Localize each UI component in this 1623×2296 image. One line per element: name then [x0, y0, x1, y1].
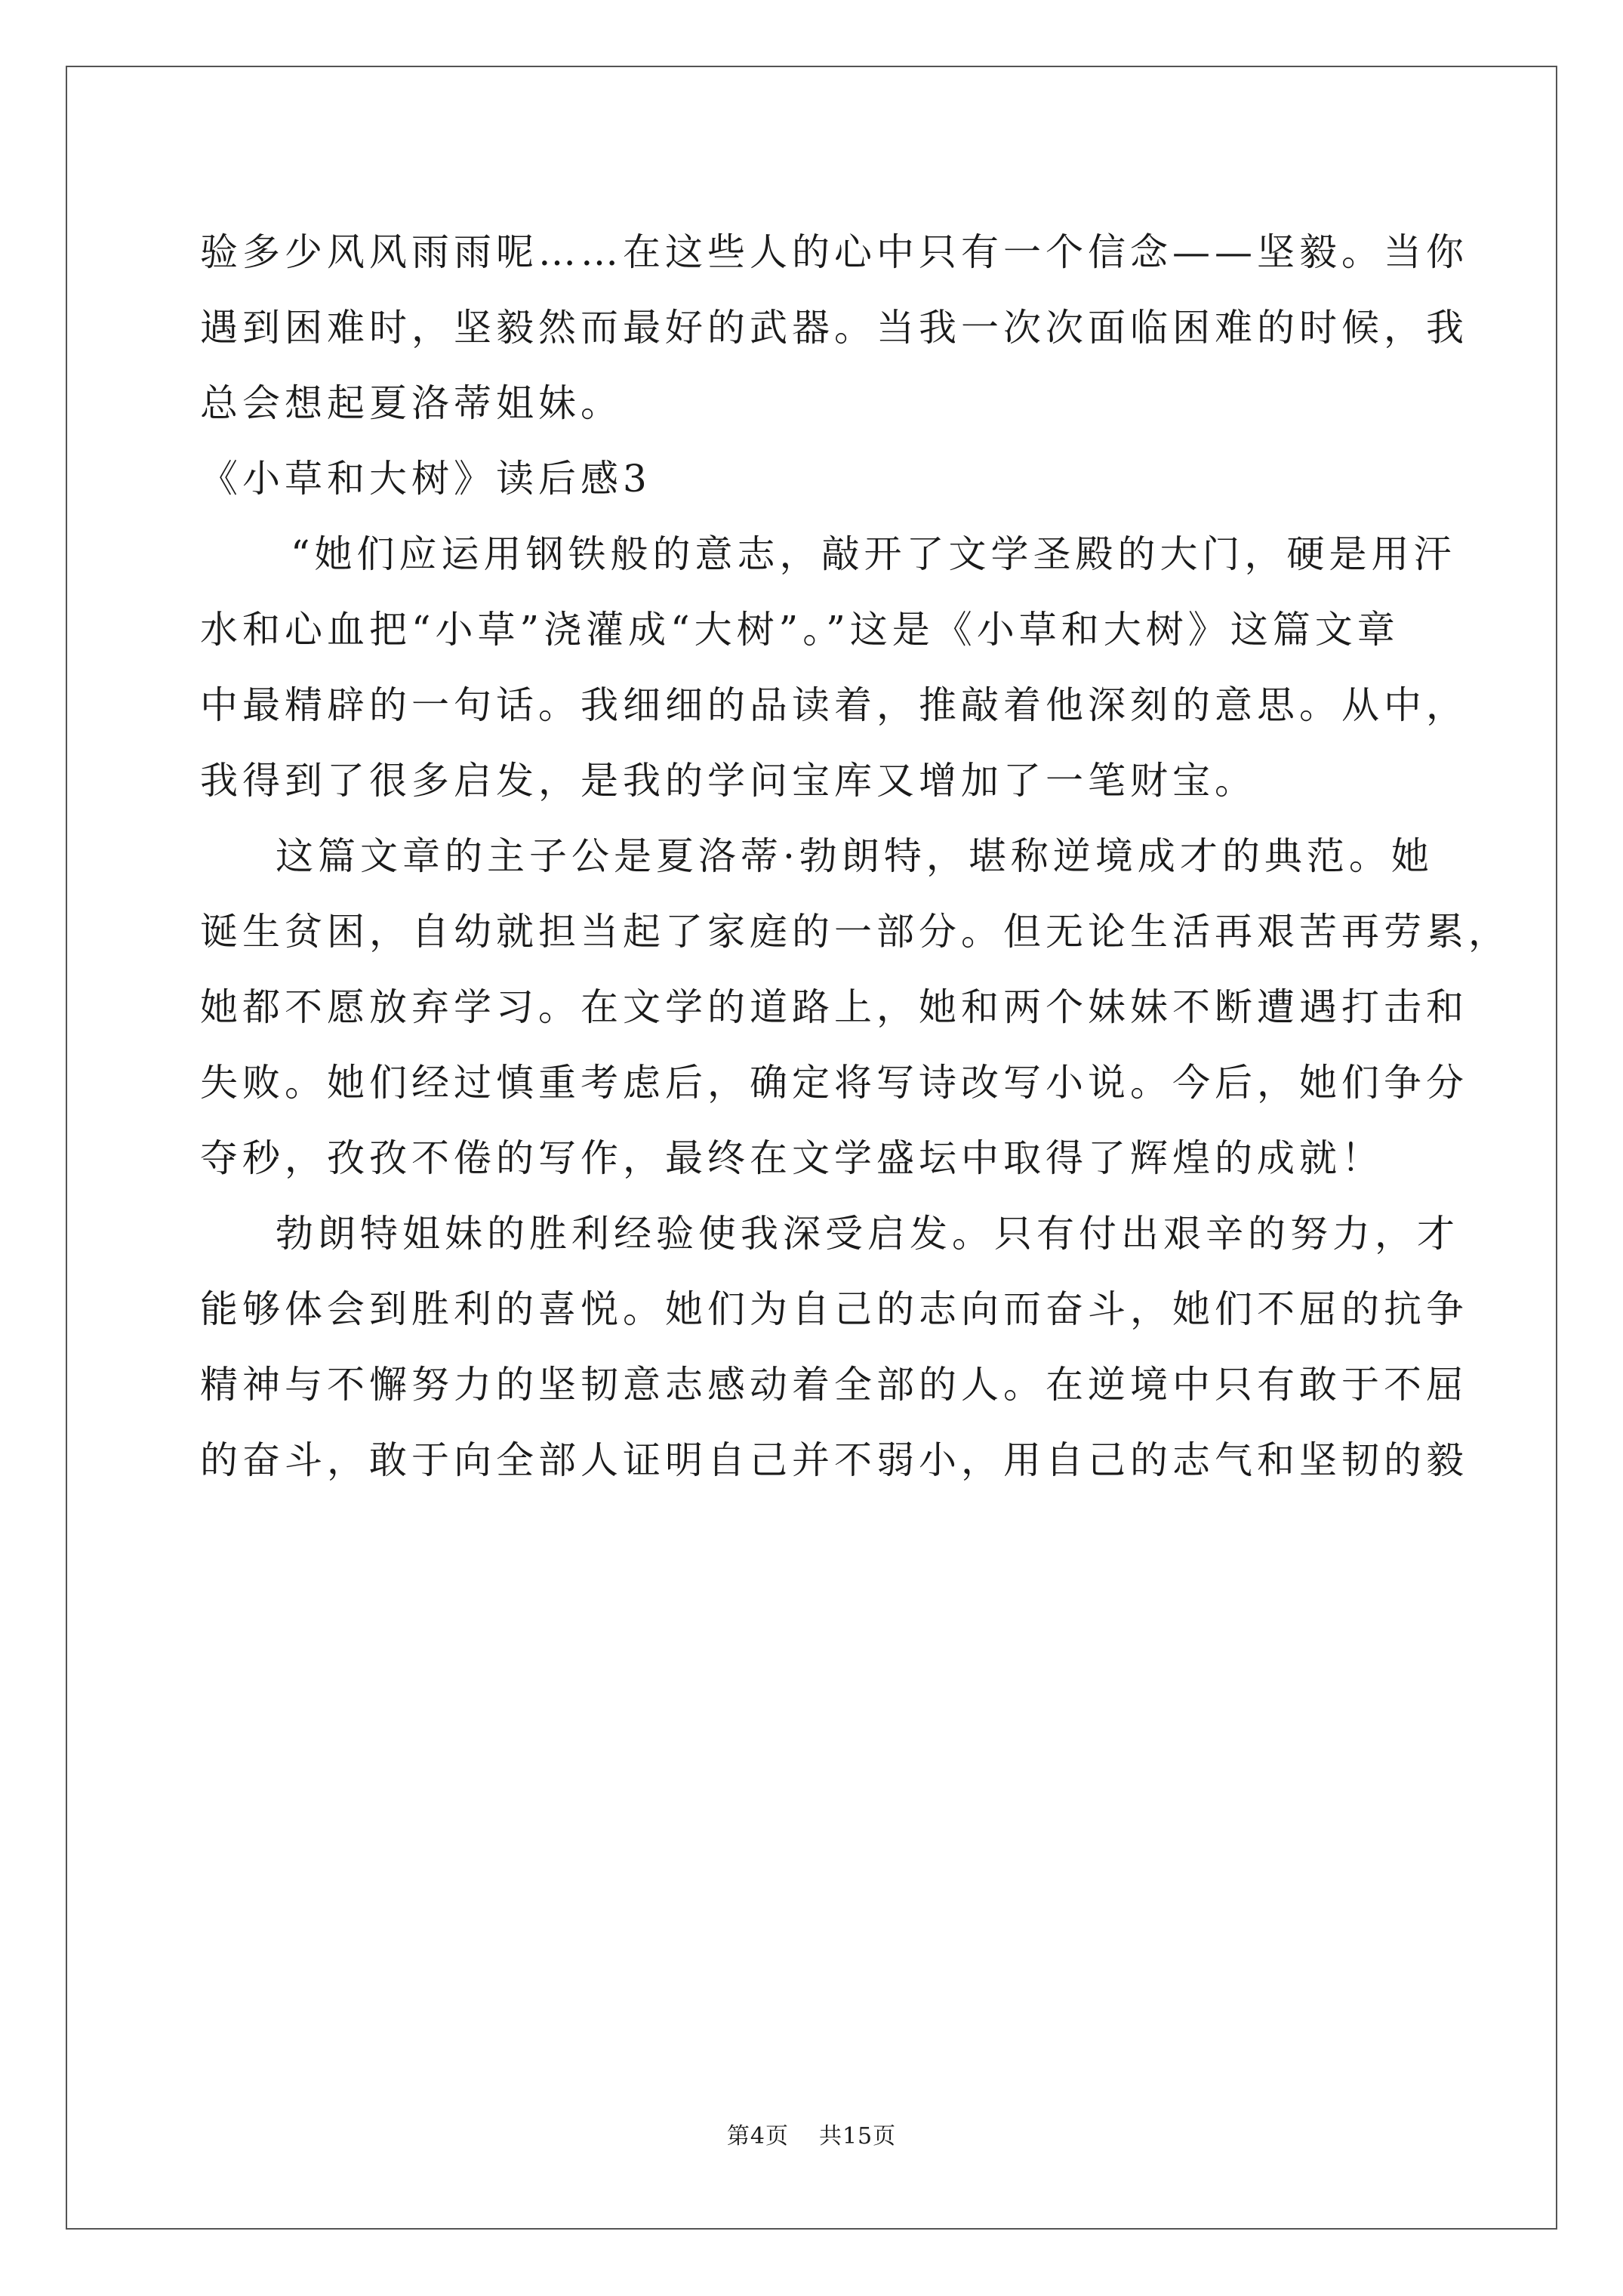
text-line: 精神与不懈努力的坚韧意志感动着全部的人。在逆境中只有敢于不屈	[200, 1363, 1468, 1407]
text-line: 她都不愿放弃学习。在文学的道路上，她和两个妹妹不断遭遇打击和	[200, 985, 1468, 1029]
text-line: 水和心血把“小草”浇灌成“大树”。”这是《小草和大树》这篇文章	[200, 608, 1400, 652]
text-line: 的奋斗，敢于向全部人证明自己并不弱小，用自己的志气和坚韧的毅	[200, 1438, 1468, 1482]
text-line: 总会想起夏洛蒂姐妹。	[200, 381, 623, 425]
text-line: 诞生贫困，自幼就担当起了家庭的一部分。但无论生活再艰苦再劳累，	[200, 910, 1511, 954]
paragraph-1	[200, 516, 1468, 818]
page-total: 共15页	[818, 2123, 897, 2150]
text-line: “她们应运用钢铁般的意志，敲开了文学圣殿的大门，硬是用汗	[291, 532, 1456, 576]
paragraph-2	[200, 818, 1511, 1196]
document-body	[200, 214, 1511, 1498]
paragraph-continued	[200, 214, 1468, 441]
section-heading: 《小草和大树》读后感3	[200, 457, 651, 501]
page-footer	[0, 2117, 1623, 2150]
page-number: 第4页	[726, 2123, 789, 2150]
text-line: 验多少风风雨雨呢……在这些人的心中只有一个信念——坚毅。当你	[200, 230, 1468, 274]
text-line: 勃朗特姐妹的胜利经验使我深受启发。只有付出艰辛的努力，才	[276, 1212, 1459, 1256]
text-line: 中最精辟的一句话。我细细的品读着，推敲着他深刻的意思。从中，	[200, 683, 1468, 727]
text-line: 失败。她们经过慎重考虑后，确定将写诗改写小说。今后，她们争分	[200, 1061, 1468, 1105]
paragraph-3	[200, 1196, 1468, 1498]
text-line: 能够体会到胜利的喜悦。她们为自己的志向而奋斗，她们不屈的抗争	[200, 1287, 1468, 1331]
text-line: 我得到了很多启发，是我的学问宝库又增加了一笔财宝。	[200, 759, 1257, 803]
text-line: 这篇文章的主子公是夏洛蒂·勃朗特，堪称逆境成才的典范。她	[276, 834, 1434, 878]
text-line: 遇到困难时，坚毅然而最好的武器。当我一次次面临困难的时候，我	[200, 306, 1468, 350]
text-line: 夺秒，孜孜不倦的写作，最终在文学盛坛中取得了辉煌的成就！	[200, 1136, 1384, 1180]
